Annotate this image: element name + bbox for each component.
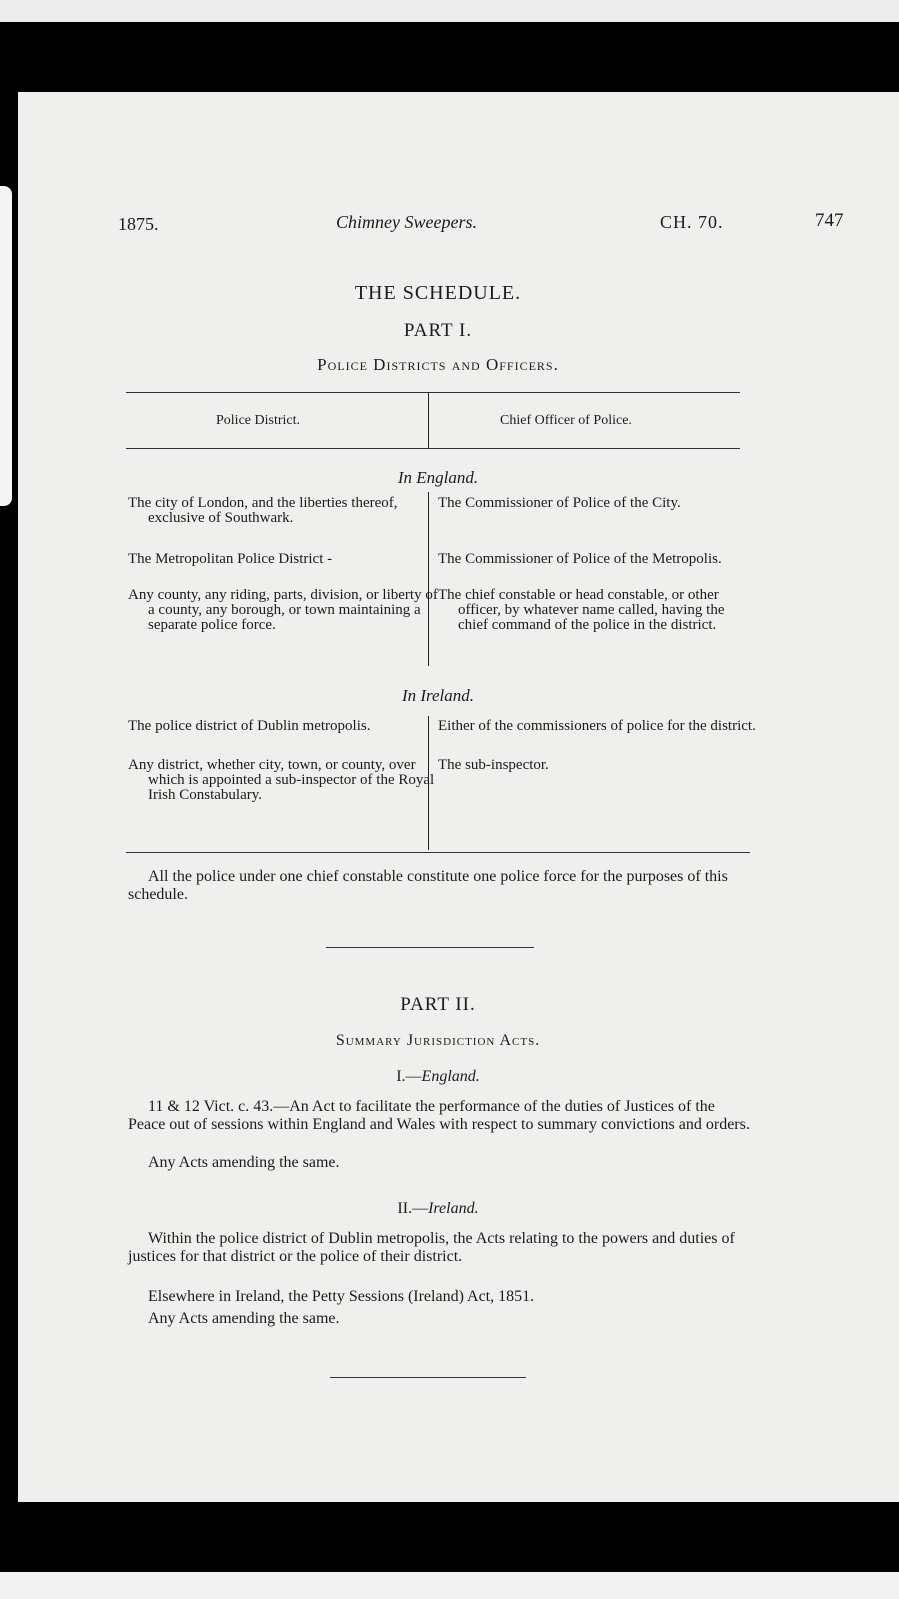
table-header-rule bbox=[126, 448, 740, 449]
part1-note: All the police under one chief constable constitute one police force for the purposes of this schedule. bbox=[128, 868, 728, 903]
england-subheading-number: I.— bbox=[396, 1068, 422, 1085]
page-number: 747 bbox=[815, 210, 844, 231]
document-page bbox=[18, 92, 899, 1502]
part2-heading: Summary Jurisdiction Acts. bbox=[335, 1032, 541, 1049]
table-top-rule bbox=[126, 392, 740, 393]
england-row-2-district: The Metropolitan Police District - bbox=[128, 551, 333, 567]
ireland-row-2-district: Any district, whether city, town, or county, over which is appointed a sub-inspector of the Royal Irish Constabulary. bbox=[128, 757, 435, 803]
column-header-officer: Chief Officer of Police. bbox=[500, 413, 632, 428]
photo-bottom-edge bbox=[0, 1572, 899, 1599]
ireland-amending-paragraph: Any Acts amending the same. bbox=[148, 1310, 340, 1327]
ireland-section-title: In Ireland. bbox=[401, 686, 475, 705]
header-year: 1875. bbox=[118, 214, 159, 234]
ireland-subheading-name: Ireland. bbox=[428, 1200, 479, 1217]
ireland-elsewhere-paragraph: Elsewhere in Ireland, the Petty Sessions (Ireland) Act, 1851. bbox=[148, 1288, 535, 1305]
schedule-title: THE SCHEDULE. bbox=[354, 282, 522, 304]
part2-label: PART II. bbox=[400, 994, 476, 1015]
england-subheading bbox=[126, 1068, 750, 1086]
england-row-1-district: The city of London, and the liberties thereof, exclusive of Southwark. bbox=[128, 495, 398, 526]
england-row-2-officer: The Commissioner of Police of the Metropolis. bbox=[438, 551, 722, 567]
ireland-row-1-officer: Either of the commissioners of police for the district. bbox=[438, 718, 756, 734]
column-header-district: Police District. bbox=[216, 413, 300, 428]
part-separator-rule bbox=[326, 947, 534, 948]
england-row-1-officer: The Commissioner of Police of the City. bbox=[438, 495, 681, 511]
england-subheading-name: England. bbox=[421, 1068, 480, 1085]
photo-top-edge bbox=[0, 0, 899, 22]
ireland-subheading-number: II.— bbox=[397, 1200, 429, 1217]
england-row-3-officer: The chief constable or head constable, or other officer, by whatever name called, having the chief command of the police in the district. bbox=[438, 587, 725, 633]
side-panel-handle[interactable] bbox=[0, 186, 12, 506]
ireland-subheading bbox=[126, 1200, 750, 1218]
england-amending-paragraph: Any Acts amending the same. bbox=[148, 1154, 340, 1171]
table-bottom-rule bbox=[126, 852, 750, 853]
header-column-divider bbox=[428, 392, 429, 448]
ireland-row-2-officer: The sub-inspector. bbox=[438, 757, 549, 773]
england-section-title: In England. bbox=[397, 468, 479, 487]
ireland-row-1-district: The police district of Dublin metropolis. bbox=[128, 718, 371, 734]
header-chapter: CH. 70. bbox=[660, 212, 724, 232]
part1-heading: Police Districts and Officers. bbox=[317, 355, 559, 374]
ireland-dublin-paragraph: Within the police district of Dublin metropolis, the Acts relating to the powers and duties of justices for that district or the police of their district. bbox=[128, 1230, 735, 1265]
england-row-3-district: Any county, any riding, parts, division, or liberty of a county, any borough, or town maintaining a separate police force. bbox=[128, 587, 438, 633]
part1-label: PART I. bbox=[403, 320, 473, 341]
england-act-paragraph: 11 & 12 Vict. c. 43.—An Act to facilitate the performance of the duties of Justices of the Peace out of sessions within England and Wales with respect to summary convictions and orders. bbox=[128, 1098, 750, 1133]
closing-rule bbox=[330, 1377, 526, 1378]
header-title: Chimney Sweepers. bbox=[336, 212, 477, 232]
